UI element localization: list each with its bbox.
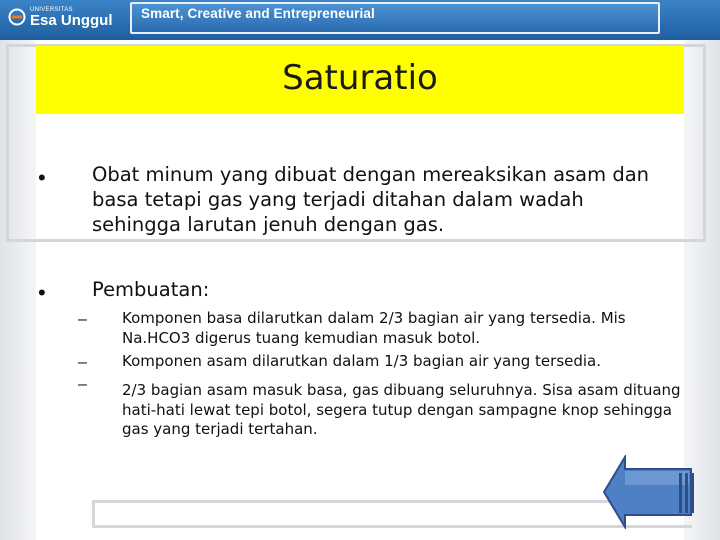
frame-bottom-decoration xyxy=(92,500,692,528)
bullet-text: Pembuatan: xyxy=(92,278,210,301)
logo-name-text: Esa Unggul xyxy=(30,12,113,29)
sub-bullet-text: 2/3 bagian asam masuk basa, gas dibuang seluruhnya. Sisa asam dituang hati-hati lewat tepi botol, segera tutup dengan sampagne knop sehingga gas yang terjadi tertahan. xyxy=(122,381,681,438)
bullet-marker: • xyxy=(38,165,46,190)
header-bar xyxy=(0,0,720,40)
bullet-text: Obat minum yang dibuat dengan mereaksikan asam dan basa tetapi gas yang terjadi ditahan dalam wadah sehingga larutan jenuh dengan gas. xyxy=(92,163,650,236)
sub-bullet-marker: – xyxy=(78,311,87,328)
university-logo xyxy=(2,6,122,30)
sub-bullet-text: Komponen basa dilarutkan dalam 2/3 bagian air yang tersedia. Mis Na.HCO3 digerus tuang kemudian masuk botol. xyxy=(122,309,626,347)
logo-mark-icon xyxy=(8,8,26,26)
sub-bullet-marker: – xyxy=(78,354,87,371)
title-band xyxy=(36,46,684,114)
logo-university-text: UNIVERSITAS xyxy=(30,7,73,13)
left-arrow-icon xyxy=(604,457,694,527)
back-arrow-button[interactable] xyxy=(603,455,697,529)
header-tagline: Smart, Creative and Entrepreneurial xyxy=(141,6,375,21)
bullet-marker: • xyxy=(38,280,46,305)
slide-title: Saturatio xyxy=(282,58,438,98)
sub-bullet-marker: – xyxy=(78,376,87,393)
sub-bullet-text: Komponen asam dilarutkan dalam 1/3 bagian air yang tersedia. xyxy=(122,352,602,370)
